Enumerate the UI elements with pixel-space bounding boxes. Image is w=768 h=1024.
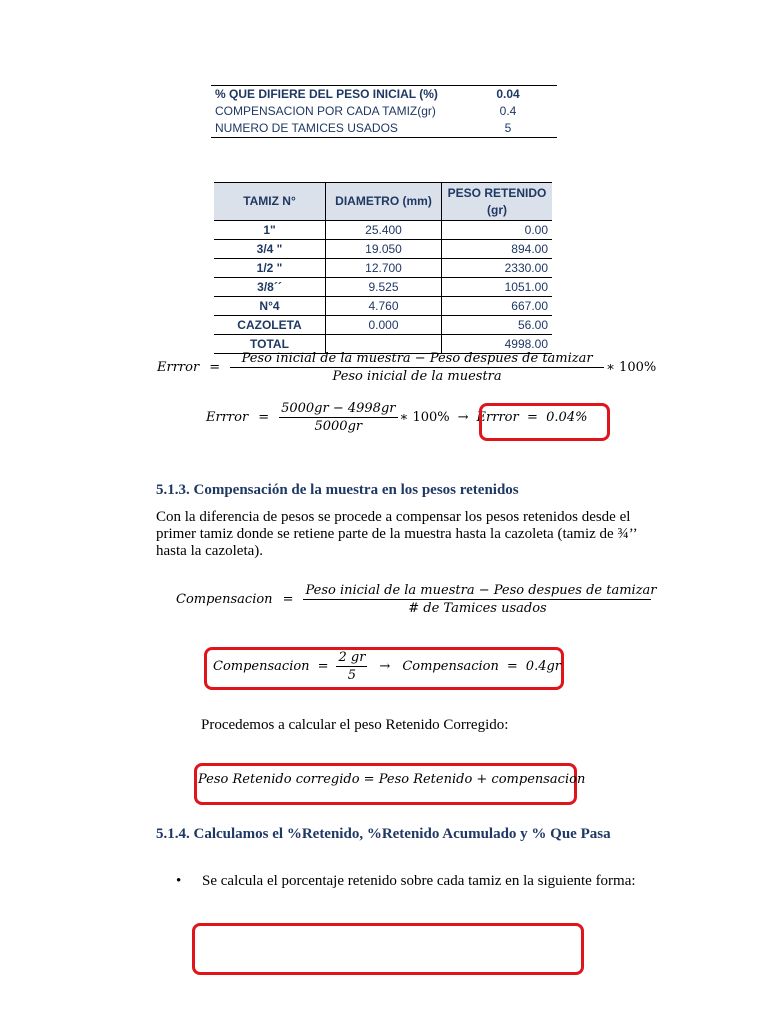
formula-error — [157, 351, 656, 384]
formula-comp-calc-rhs-label: Compensacion — [402, 659, 499, 674]
formula-error-numerator: Peso inicial de la muestra − Peso despues de tamizar — [230, 351, 604, 368]
paragraph-line: Con la diferencia de pesos se procede a compensar los pesos retenidos desde el — [156, 509, 631, 525]
formula-error-calc-denominator: 5000gr — [314, 419, 363, 434]
formula-error-calc-times: ∗ 100% — [399, 410, 450, 425]
summary-label: % QUE DIFIERE DEL PESO INICIAL (%) — [211, 86, 459, 104]
formula-comp-calc-rhs-value: 0.4gr — [525, 659, 562, 674]
cell-peso: 0.00 — [442, 221, 553, 240]
formula-comp-calc — [213, 650, 561, 683]
cell-diametro: 4.760 — [326, 297, 442, 316]
cell-tamiz: 3/4 " — [214, 240, 326, 259]
cell-diametro: 25.400 — [326, 221, 442, 240]
text-corregido: Procedemos a calcular el peso Retenido Corregido: — [201, 717, 509, 733]
section-513-paragraph — [156, 509, 676, 560]
table-row — [214, 278, 552, 297]
cell-tamiz: TOTAL — [214, 335, 326, 354]
bullet-marker: • — [176, 873, 182, 889]
formula-comp-lhs: Compensacion — [176, 592, 273, 607]
summary-value: 0.04 — [459, 86, 557, 104]
formula-error-eq: = — [209, 360, 221, 375]
section-513-title: 5.1.3. Compensación de la muestra en los pesos retenidos — [156, 482, 519, 498]
formula-comp-calc-rhs-eq: = — [506, 659, 518, 674]
cell-diametro: 19.050 — [326, 240, 442, 259]
formula-comp-denominator: # de Tamices usados — [408, 601, 547, 616]
formula-error-lhs: Errror — [157, 360, 200, 375]
cell-peso: 667.00 — [442, 297, 553, 316]
cell-tamiz: 1" — [214, 221, 326, 240]
section-514-title: 5.1.4. Calculamos el %Retenido, %Retenido Acumulado y % Que Pasa — [156, 826, 611, 842]
summary-row — [211, 86, 557, 104]
formula-comp-calc-eq: = — [317, 659, 329, 674]
table-row — [214, 316, 552, 335]
cell-tamiz: N°4 — [214, 297, 326, 316]
bullet-text: Se calcula el porcentaje retenido sobre cada tamiz en la siguiente forma: — [202, 873, 636, 889]
table-row — [214, 259, 552, 278]
formula-corregido: Peso Retenido corregido = Peso Retenido + compensacion — [198, 772, 586, 787]
summary-row — [211, 103, 557, 120]
table-row — [214, 297, 552, 316]
formula-error-calc-numerator: 5000gr − 4998gr — [281, 401, 396, 416]
cell-peso: 56.00 — [442, 316, 553, 335]
cell-tamiz: 3/8´´ — [214, 278, 326, 297]
summary-table — [211, 85, 557, 138]
cell-peso: 894.00 — [442, 240, 553, 259]
formula-error-times: ∗ 100% — [606, 360, 657, 375]
empty-formula-highlight — [192, 923, 584, 975]
formula-comp-eq: = — [282, 592, 294, 607]
summary-value: 0.4 — [499, 104, 517, 118]
formula-comp — [176, 583, 657, 616]
paragraph-line: primer tamiz donde se retiene parte de la muestra hasta la cazoleta (tamiz de ¾’’ — [156, 526, 638, 542]
table-row — [214, 240, 552, 259]
header-peso: PESO RETENIDO (gr) — [442, 183, 553, 221]
header-diametro: DIAMETRO (mm) — [326, 183, 442, 221]
formula-comp-numerator: Peso inicial de la muestra − Peso despues de tamizar — [305, 583, 657, 598]
table-row — [214, 221, 552, 240]
sieve-table — [214, 182, 552, 354]
formula-error-calc-eq: = — [258, 410, 270, 425]
paragraph-line: hasta la cazoleta). — [156, 543, 264, 559]
arrow-icon: → — [379, 659, 391, 674]
formula-comp-calc-numerator: 2 gr — [338, 650, 366, 665]
cell-tamiz: 1/2 " — [214, 259, 326, 278]
summary-value: 5 — [459, 120, 557, 138]
summary-label: NUMERO DE TAMICES USADOS — [211, 120, 459, 138]
cell-diametro: 0.000 — [326, 316, 442, 335]
formula-error-calc-lhs: Errror — [206, 410, 249, 425]
cell-diametro: 9.525 — [326, 278, 442, 297]
formula-comp-calc-denominator: 5 — [347, 668, 357, 683]
arrow-icon: → — [457, 410, 469, 425]
cell-peso: 2330.00 — [442, 259, 553, 278]
summary-row — [211, 120, 557, 138]
header-tamiz: TAMIZ N° — [214, 183, 326, 221]
formula-comp-calc-lhs: Compensacion — [213, 659, 310, 674]
cell-diametro: 12.700 — [326, 259, 442, 278]
cell-peso: 4998.00 — [442, 335, 553, 354]
formula-error-denominator: Peso inicial de la muestra — [332, 369, 502, 384]
formula-error-calc-result: Errror = 0.04% — [476, 410, 588, 425]
error-result-highlight — [476, 403, 610, 441]
cell-peso: 1051.00 — [442, 278, 553, 297]
summary-label: COMPENSACION POR CADA TAMIZ(gr) — [215, 104, 436, 118]
cell-tamiz: CAZOLETA — [214, 316, 326, 335]
